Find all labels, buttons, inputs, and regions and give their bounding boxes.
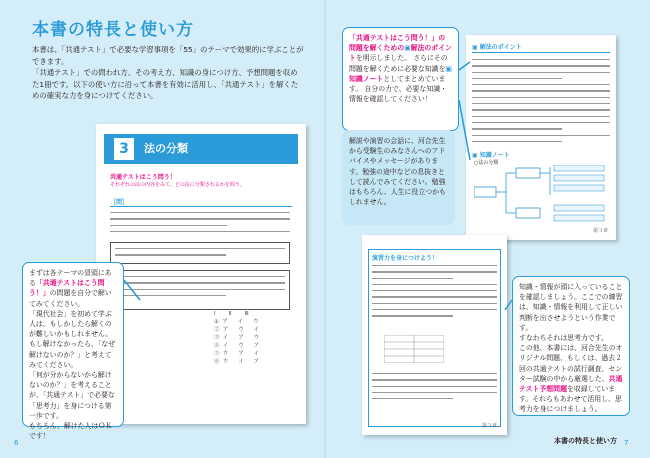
choice-box-1	[110, 242, 290, 264]
sample-page-left	[96, 124, 306, 424]
chapter-number: 3	[114, 138, 134, 160]
chapter-title: 法の分類	[144, 142, 188, 155]
page-title: 本書の特長と使い方	[32, 20, 194, 40]
callout-right-2: 解説や演習の会話に、河合先生から受験生のみなさんへのアドバイスやメッセージがあります。勉強の途中などの息抜きとして読んでみてください。勉強はもちろん、人生に役立つかもしれません。	[342, 130, 455, 225]
kicker-label: 共通テストはこう問う！	[110, 174, 176, 181]
chapter-header	[104, 134, 298, 164]
exercise-heading: 演習力を身につけよう！	[372, 255, 438, 262]
problem-text	[110, 212, 290, 237]
sample-page-right-2	[362, 235, 507, 435]
answer-grid: Ⅰ Ⅱ Ⅲ ① ア イ ウ ② ア ウ イ ③ イ ア ウ ④ イ ウ ア ⑤ ウ ア イ ⑥ ウ イ ア	[214, 311, 260, 365]
gutter	[324, 0, 326, 458]
problem-tag: ［問］	[110, 197, 292, 207]
points-heading: ▣ 解法のポイント	[472, 44, 522, 51]
page-footer-r2: 第３章	[481, 423, 497, 429]
callout-left: まずは各テーマの冒頭にある「共通テストはこう問う！」の問題を自分で解いてみてください。 「現代社会」を初めて学ぶ人は、もしかしたら解くのが難しいかもしれません。 もし解けなかったら、「なぜ解けないのか？」と考えてみてください。 「何が分からないから解けないのか？」を考えることが、「共通テスト」で必要な「思考力」を身につける第一歩です。 もちろん、解けた人はＯＫです！	[22, 262, 124, 427]
exercise-table	[384, 335, 444, 363]
page-number-right: 7	[624, 439, 629, 447]
book-icon: ▣	[472, 44, 480, 51]
note-icon: ▣	[472, 152, 480, 159]
intro-text	[32, 44, 304, 102]
running-footer-right: 本書の特長と使い方	[554, 437, 617, 445]
exercise-text	[372, 265, 497, 322]
exercise-text-2	[372, 373, 497, 404]
page-number-left: 6	[14, 439, 19, 447]
kicker-sub: それぞれの法の内容をみて、どの法に分類されるかを問う。	[110, 182, 245, 188]
intro-paragraph-2: 「共通テスト」での問われ方、その考え方、知識の身につけ方、予想問題を収めた1冊です。以下の使い方に沿って本書を有効に活用し、「共通テスト」を解くための確実な力を身につけてください。	[32, 68, 299, 101]
diagram-label: ○法の分類	[474, 160, 499, 166]
choice-box-2	[110, 270, 290, 310]
points-text	[472, 59, 610, 147]
classification-diagram	[474, 165, 608, 225]
notes-heading: ▣ 知識ノート	[472, 152, 510, 159]
sample-page-right-1	[466, 35, 616, 240]
intro-paragraph-1: 本書は、「共通テスト」で必要な学習事項を「55」のテーマで効果的に学ぶことができます。	[32, 45, 304, 66]
callout-right-3: 知識・情報が頭に入っていることを確認しましょう。ここでの練習は、知識・情報を利用して正しい判断を出させようという作業です。 すなわちそれは思考力です。 この他、本書には、河合先生のオリジナル問題、もしくは、過去２回の共通テストの試行調査、センター試験の中から厳選した、共通テスト予想問題を収録しています。それらもあわせて活用し、思考力を身につけましょう。	[512, 276, 630, 416]
notes-icon: ▣	[445, 64, 452, 73]
points-icon: ▣	[404, 44, 411, 53]
callout-right-1: 「共通テストはこう問う！」の問題を解くための▣解法のポイントを明示しました。 さらにその問題を解くために必要な知識を▣知識ノートとしてまとめています。 自分の力で、必要な知識・情報を確認してください！	[342, 27, 459, 131]
page-footer-r1: 第３章	[592, 228, 608, 234]
